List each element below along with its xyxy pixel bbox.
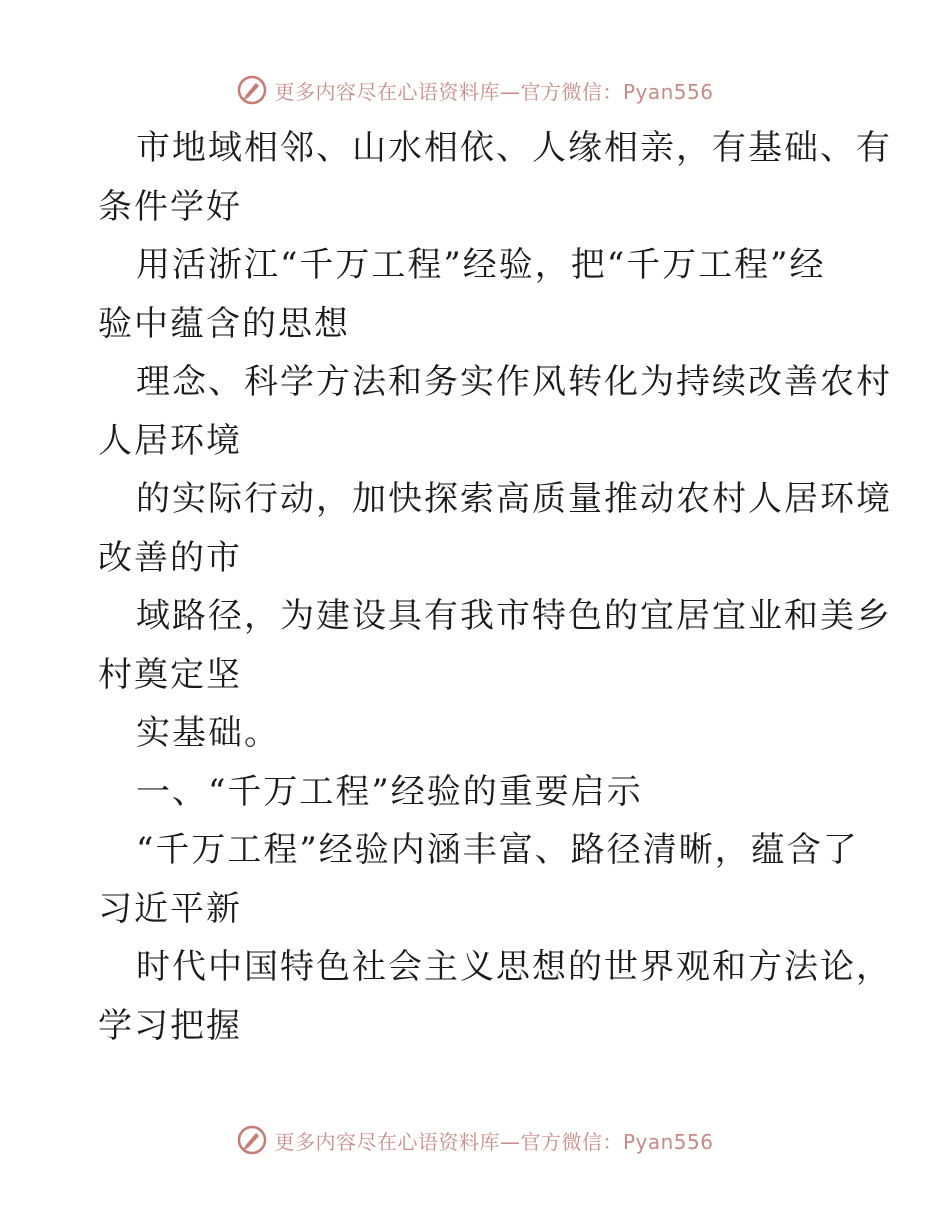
- brand-logo-icon: [236, 74, 268, 106]
- watermark-text: 更多内容尽在心语资料库—官方微信：Pyan556: [274, 1129, 714, 1154]
- text-line: 村奠定坚: [98, 654, 242, 695]
- text-line: 验中蕴含的思想: [98, 303, 350, 344]
- text-line: 域路径，为建设具有我市特色的宜居宜业和美乡: [136, 596, 892, 636]
- text-line: 条件学好: [98, 186, 242, 227]
- text-line: 实基础。: [136, 713, 280, 753]
- header-watermark: [0, 70, 950, 110]
- text-line: 习近平新: [98, 888, 242, 929]
- section-heading: 一、“千万工程”经验的重要启示: [136, 771, 643, 812]
- text-line: 学习把握: [98, 1005, 242, 1046]
- text-line: 改善的市: [98, 537, 242, 578]
- brand-logo-icon: [236, 1124, 268, 1156]
- text-line: 市地域相邻、山水相依、人缘相亲，有基础、有: [136, 128, 892, 168]
- text-line: 的实际行动，加快探索高质量推动农村人居环境: [136, 479, 892, 519]
- text-line: 时代中国特色社会主义思想的世界观和方法论，: [136, 947, 892, 987]
- text-line: 用活浙江“千万工程”经验，把“千万工程”经: [136, 245, 826, 285]
- document-body: [98, 119, 892, 1055]
- watermark-text: 更多内容尽在心语资料库—官方微信：Pyan556: [274, 79, 714, 104]
- text-line: “千万工程”经验内涵丰富、路径清晰，蕴含了: [136, 830, 859, 870]
- text-line: 理念、科学方法和务实作风转化为持续改善农村: [136, 362, 892, 402]
- footer-watermark: [0, 1120, 950, 1160]
- text-line: 人居环境: [98, 420, 242, 461]
